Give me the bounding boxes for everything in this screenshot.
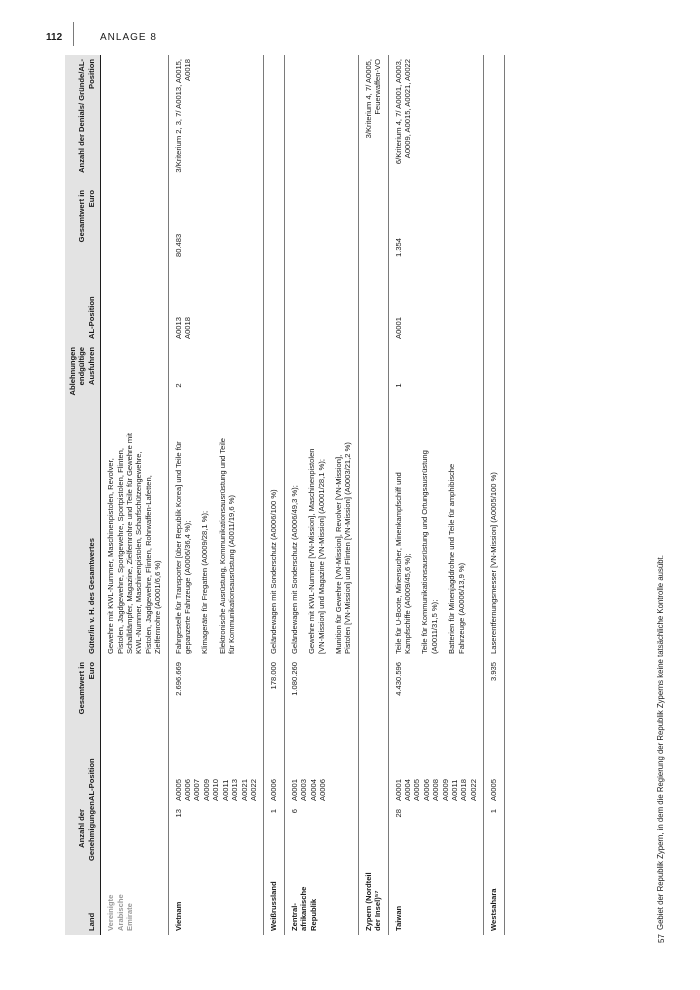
export-table — [65, 55, 505, 935]
cell-gesamtwert — [358, 658, 388, 723]
cell-gesamtwert — [101, 658, 168, 723]
goods-entry: Elektronische Ausrüstung, Kommunikationsausrüstung und Teile für Kommunikationsausrüstung (A0011/19,6 %) — [217, 438, 237, 654]
cell-gesamtwert: 3.935 — [484, 658, 504, 723]
table-row — [284, 55, 358, 935]
cell-ablehnungen: 1 — [388, 343, 484, 428]
cell-denials: 3/Kriterium 2, 3, 7/ A0013, A0015, A0018 — [168, 55, 264, 186]
cell-gesamtwert-2: 1.354 — [388, 186, 484, 261]
cell-al-position — [284, 723, 358, 805]
goods-entry: Klimageräte für Fregatten (A0009/28,1 %); — [200, 510, 210, 654]
al-code: A0004 — [308, 779, 318, 801]
cell-al-position — [388, 723, 484, 805]
footnote-text: Gebiet der Republik Zypern, in dem die Regierung der Republik Zyperns keine tatsächliche Kontrolle ausübt. — [656, 555, 665, 930]
header-denials: Anzahl der Denials/ Gründe/AL-Position — [65, 55, 101, 186]
cell-gueter — [168, 428, 264, 658]
goods-entry: Teile für Kommunikationsausrüstung und Ortungsausrüstung (A0011/31,5 %); — [420, 450, 439, 654]
al-code: A0005 — [489, 779, 499, 801]
cell-denials — [284, 55, 358, 186]
goods-entry: Gewehre mit KWL-Nummer, Maschinenpistolen, Revolver, Pistolen, Jagdgewehre, Sportgewehre, Sportpistolen, Flinten, Schalldämpfer, Magazine, Zielfernrohre und Teile für Gewehre mit KWL-Nummer, Maschinenpistolen, Scharfschützengewehre, Pistolen, Jagdgewehre, Flinten, Rohrwaffen-Lafetten, Zielfernrohre (A0001/6,6 %) — [106, 432, 163, 654]
cell-anzahl — [101, 805, 168, 865]
header-divider — [73, 22, 74, 46]
cell-gesamtwert: 4.430.596 — [388, 658, 484, 723]
header-al-position: AL-Position — [65, 723, 101, 805]
cell-denials — [101, 55, 168, 186]
al-code: A0001 — [289, 779, 299, 801]
cell-ablehnungen — [101, 343, 168, 428]
cell-ablehnungen: 2 — [168, 343, 264, 428]
section-title: ANLAGE 8 — [100, 32, 157, 43]
cell-land: Zypern (Nordteil der Insel)⁵⁷ — [358, 865, 388, 935]
al-code: A0003 — [299, 779, 309, 801]
cell-anzahl: 6 — [284, 805, 358, 865]
cell-ablehnungen — [284, 343, 358, 428]
cell-gueter — [358, 428, 388, 658]
cell-ablehnungen — [484, 343, 504, 428]
goods-entry: Laserentfernungsmesser [VN-Mission] (A0005/100 %) — [489, 472, 499, 654]
cell-denials — [264, 55, 284, 186]
cell-gesamtwert: 2.696.669 — [168, 658, 264, 723]
al-code: A0009 — [201, 779, 211, 801]
al-code: A0006 — [269, 779, 279, 801]
goods-entry: Batterien für Minenjagddrohne und Teile für amphibische Fahrzeuge (A0006/13,9 %) — [447, 463, 466, 654]
table-body — [101, 55, 504, 935]
cell-land: Westsahara — [484, 865, 504, 935]
al-code: A0001 — [393, 317, 403, 339]
table-header-row — [65, 55, 101, 935]
table-row — [264, 55, 284, 935]
footnote-number: 57 — [657, 934, 666, 943]
al-code: A0007 — [192, 779, 202, 801]
goods-entry: Geländewagen mit Sonderschutz (A0006/49,3 %); — [289, 485, 299, 654]
cell-ablehnungen — [264, 343, 284, 428]
cell-gueter — [101, 428, 168, 658]
cell-gesamtwert: 178.000 — [264, 658, 284, 723]
cell-al-position — [168, 723, 264, 805]
table-row — [484, 55, 504, 935]
cell-gueter — [484, 428, 504, 658]
cell-al-position-2 — [388, 261, 484, 343]
al-code: A0008 — [431, 779, 441, 801]
cell-land: Weißrussland — [264, 865, 284, 935]
goods-entry: Munition für Gewehre [VN-Mission], Revolver [VN-Mission], Pistolen [VN-Mission] und Flinten [VN-Mission] (A0003/21,2 %) — [333, 442, 353, 654]
al-code: A0011 — [220, 779, 230, 801]
al-code: A0022 — [468, 779, 478, 801]
al-code: A0018 — [183, 317, 193, 339]
goods-entry: Geländewagen mit Sonderschutz (A0006/100 %) — [269, 489, 279, 654]
cell-gesamtwert-2 — [101, 186, 168, 261]
cell-gesamtwert-2 — [264, 186, 284, 261]
cell-ablehnungen — [358, 343, 388, 428]
cell-anzahl: 13 — [168, 805, 264, 865]
cell-land: Zentral-afrikanische Republik — [284, 865, 358, 935]
header-ablehnungen: Ablehnungen endgültige Ausfuhren — [65, 343, 101, 428]
goods-entry: Fahrgestelle für Transporter [über Republik Korea] und Teile für gepanzerte Fahrzeuge (A0006/36,4 %); — [173, 441, 193, 654]
al-code: A0013 — [173, 317, 183, 339]
cell-gesamtwert-2 — [284, 186, 358, 261]
header-al-position-2: AL-Position — [65, 261, 101, 343]
rotated-table-container — [65, 55, 645, 935]
cell-al-position — [264, 723, 284, 805]
al-code: A0006 — [421, 779, 431, 801]
al-code: A0004 — [402, 779, 412, 801]
al-code: A0022 — [248, 779, 258, 801]
al-code: A0006 — [183, 779, 193, 801]
goods-entry: Teile für U-Boote, Minensucher, Minenkampfschiff und Kampfschiffe (A0009/45,6 %); — [393, 472, 412, 654]
al-code: A0006 — [317, 779, 327, 801]
cell-anzahl: 28 — [388, 805, 484, 865]
al-code: A0005 — [412, 779, 422, 801]
cell-gueter — [388, 428, 484, 658]
header-gueter: Güter/in v. H. des Gesamtwertes — [65, 428, 101, 658]
cell-gueter — [264, 428, 284, 658]
page-number: 112 — [46, 32, 63, 43]
table-row — [168, 55, 264, 935]
al-code: A0013 — [230, 779, 240, 801]
table-row — [358, 55, 388, 935]
goods-entry: Gewehre mit KWL-Nummer [VN-Mission], Maschinenpistolen [VN-Mission] und Magazine [VN-Mission] (A0001/28,1 %); — [307, 448, 326, 654]
al-code: A0001 — [393, 779, 403, 801]
al-code: A0011 — [450, 779, 459, 801]
cell-gesamtwert-2: 80.483 — [168, 186, 264, 261]
cell-denials: 3/Kriterium 4, 7/ A0005, Feuerwaffen-VO — [358, 55, 388, 186]
cell-al-position-2 — [358, 261, 388, 343]
cell-denials — [484, 55, 504, 186]
cell-anzahl: 1 — [484, 805, 504, 865]
al-code: A0018 — [459, 779, 469, 801]
cell-anzahl: 1 — [264, 805, 284, 865]
cell-al-position-2 — [168, 261, 264, 343]
header-gesamtwert-2: Gesamtwert in Euro — [65, 186, 101, 261]
cell-al-position-2 — [264, 261, 284, 343]
header-anzahl: Anzahl der Genehmigungen — [65, 805, 101, 865]
cell-al-position-2 — [101, 261, 168, 343]
cell-land: Vietnam — [168, 865, 264, 935]
cell-gesamtwert-2 — [358, 186, 388, 261]
cell-al-position — [101, 723, 168, 805]
cell-gesamtwert: 1.080.260 — [284, 658, 358, 723]
header-gesamtwert: Gesamtwert in Euro — [65, 658, 101, 723]
cell-al-position — [484, 723, 504, 805]
table-row — [101, 55, 168, 935]
table-row — [388, 55, 484, 935]
cell-al-position-2 — [284, 261, 358, 343]
al-code: A0021 — [239, 779, 249, 801]
cell-gueter — [284, 428, 358, 658]
al-code: A0005 — [173, 779, 183, 801]
al-code: A0010 — [211, 779, 221, 801]
cell-al-position-2 — [484, 261, 504, 343]
cell-gesamtwert-2 — [484, 186, 504, 261]
header-land: Land — [65, 865, 101, 935]
cell-al-position — [358, 723, 388, 805]
al-code: A0009 — [440, 779, 450, 801]
cell-land: Vereinigte Arabische Emirate — [101, 865, 168, 935]
cell-land: Taiwan — [388, 865, 484, 935]
cell-denials: 6/Kriterium 4, 7/ A0001, A0003, A0009, A0015, A0021, A0022 — [388, 55, 484, 186]
cell-anzahl — [358, 805, 388, 865]
